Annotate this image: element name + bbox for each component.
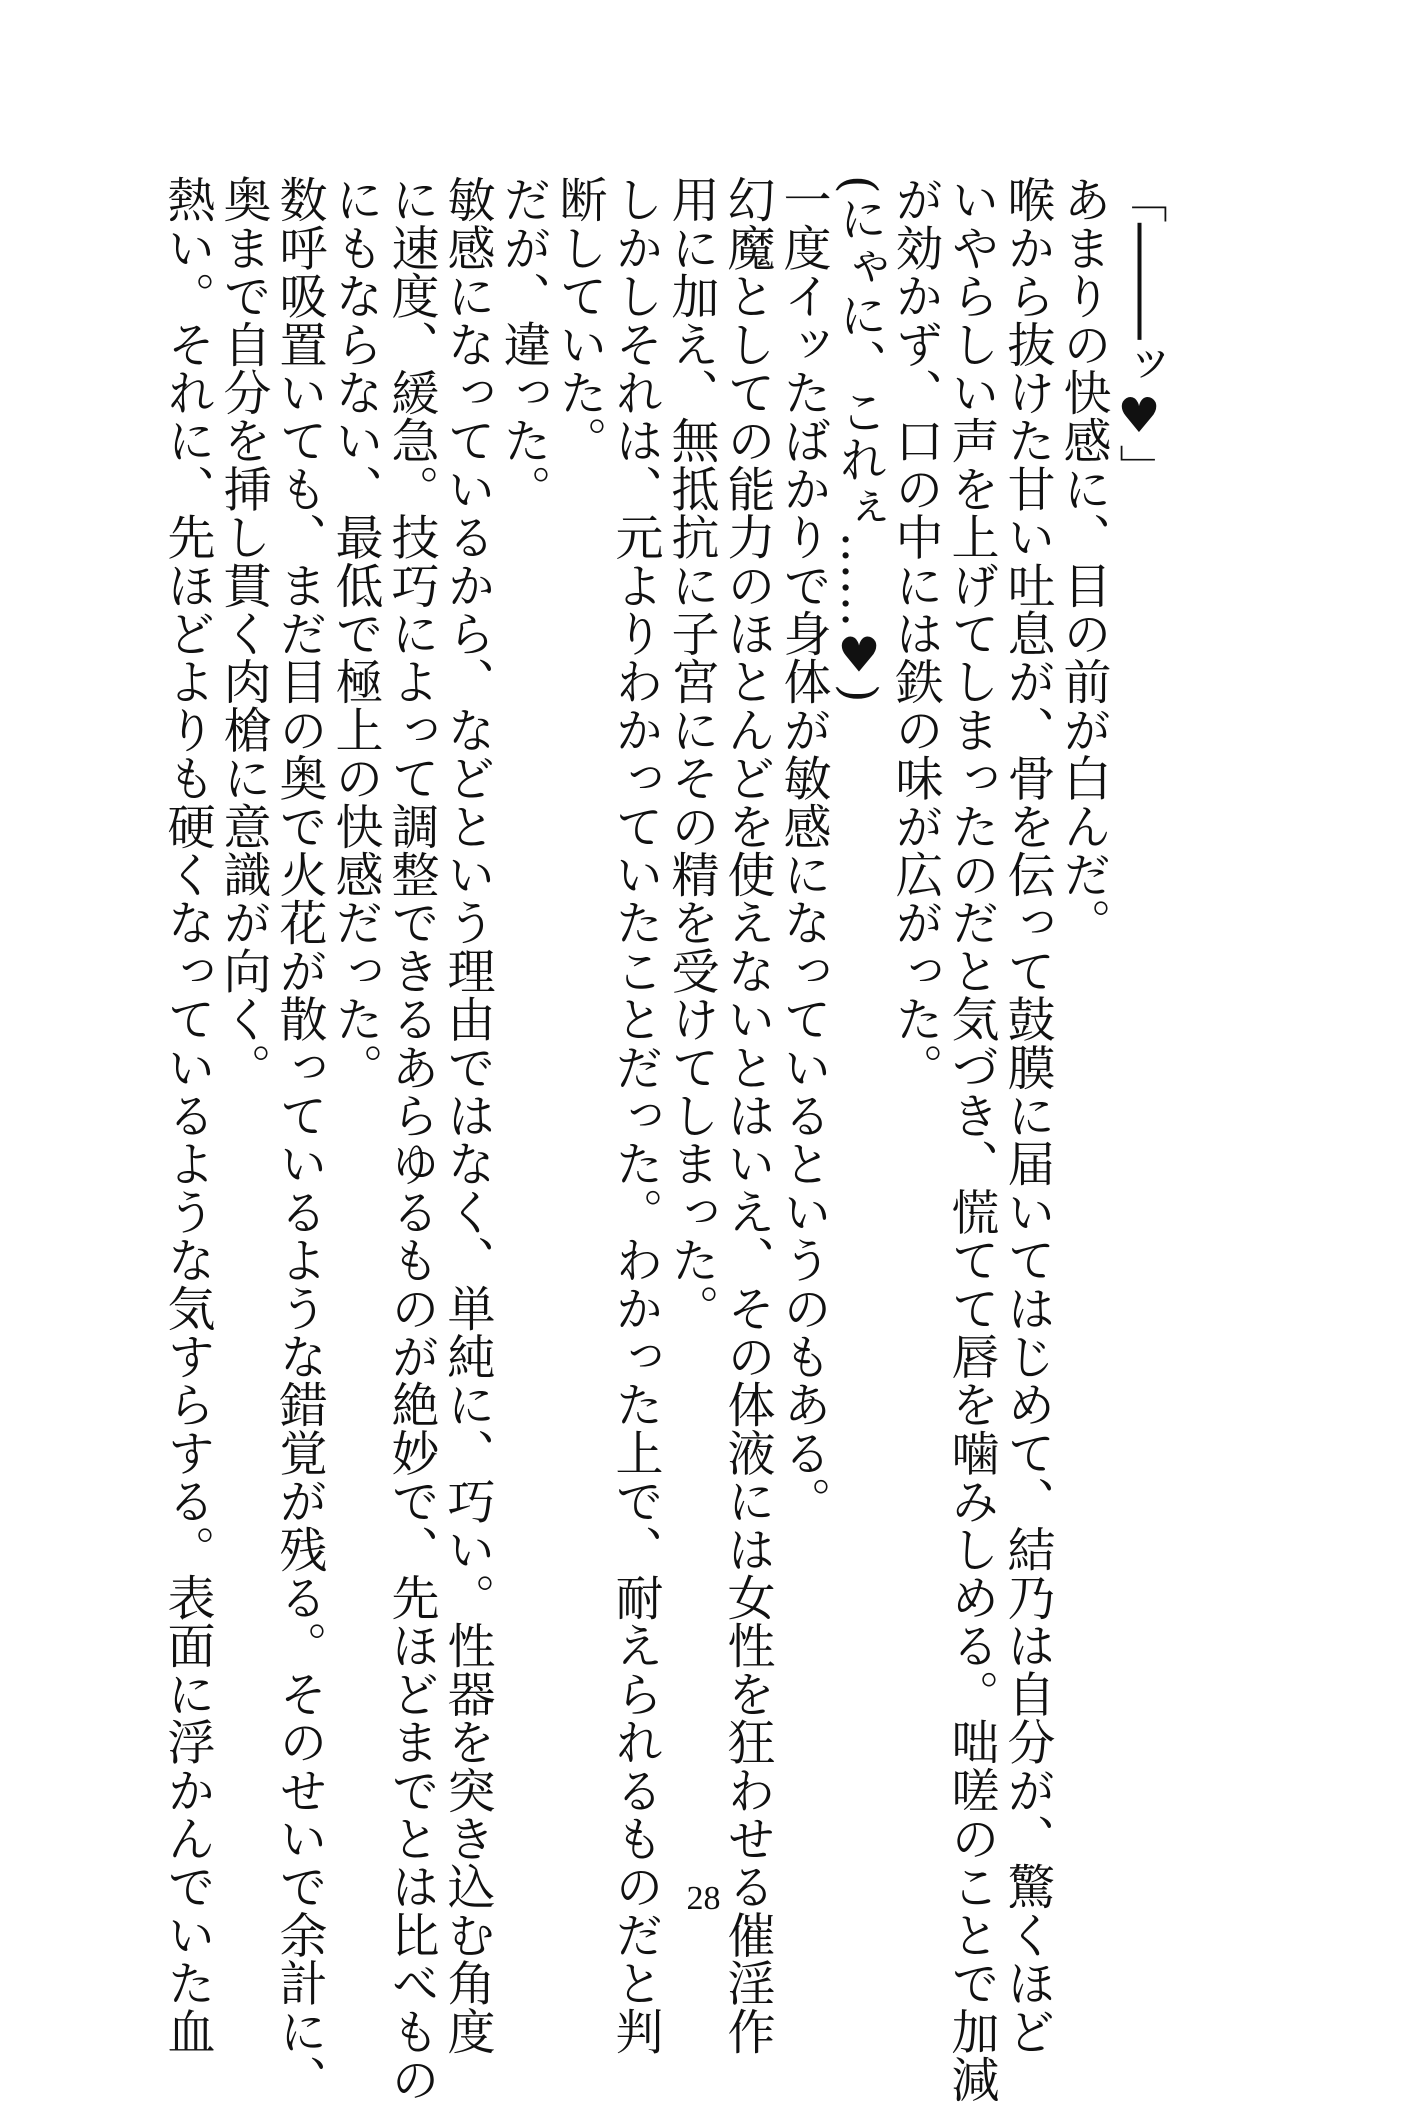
text-line: 断していた。 bbox=[551, 175, 607, 465]
text-line: あまりの快感に、目の前が白んだ。 bbox=[1055, 175, 1111, 947]
text-line: 数呼吸置いても、まだ目の奥で火花が散っているような錯覚が残る。そのせいで余計に、 bbox=[271, 175, 327, 2103]
text-line: いやらしい声を上げてしまったのだと気づき、慌てて唇を噛みしめる。咄嗟のことで加減 bbox=[943, 175, 999, 2103]
text-line: 「────ッ♥」 bbox=[1111, 175, 1167, 493]
text-line: が効かず、口の中には鉄の味が広がった。 bbox=[887, 175, 943, 1091]
text-line: 喉から抜けた甘い吐息が、骨を伝って鼓膜に届いてはじめて、結乃は自分が、驚くほど bbox=[999, 175, 1055, 2055]
text-line: 奥まで自分を挿し貫く肉槍に意識が向く。 bbox=[215, 175, 271, 1091]
text-line: しかしそれは、元よりわかっていたことだった。わかった上で、耐えられるものだと判 bbox=[607, 175, 663, 2055]
text-line: 敏感になっているから、などという理由ではなく、単純に、巧い。性器を突き込む角度 bbox=[439, 175, 495, 2055]
text-line: 用に加え、無抵抗に子宮にその精を受けてしまった。 bbox=[663, 175, 719, 1332]
text-line: (にゃに、これぇ……♥) bbox=[831, 175, 887, 703]
text-line: 一度イッたばかりで身体が敏感になっているというのもある。 bbox=[775, 175, 831, 1525]
page-number: 28 bbox=[686, 1880, 721, 1917]
text-line: に速度、緩急。技巧によって調整できるあらゆるものが絶妙で、先ほどまでとは比べもの bbox=[383, 175, 439, 2103]
text-line: 幻魔としての能力のほとんどを使えないとはいえ、その体液には女性を狂わせる催淫作 bbox=[719, 175, 775, 2055]
text-line: にもならない、最低で極上の快感だった。 bbox=[327, 175, 383, 1091]
text-line: 熱い。それに、先ほどよりも硬くなっているような気すらする。表面に浮かんでいた血 bbox=[159, 175, 215, 2055]
text-line: だが、違った。 bbox=[495, 175, 551, 513]
